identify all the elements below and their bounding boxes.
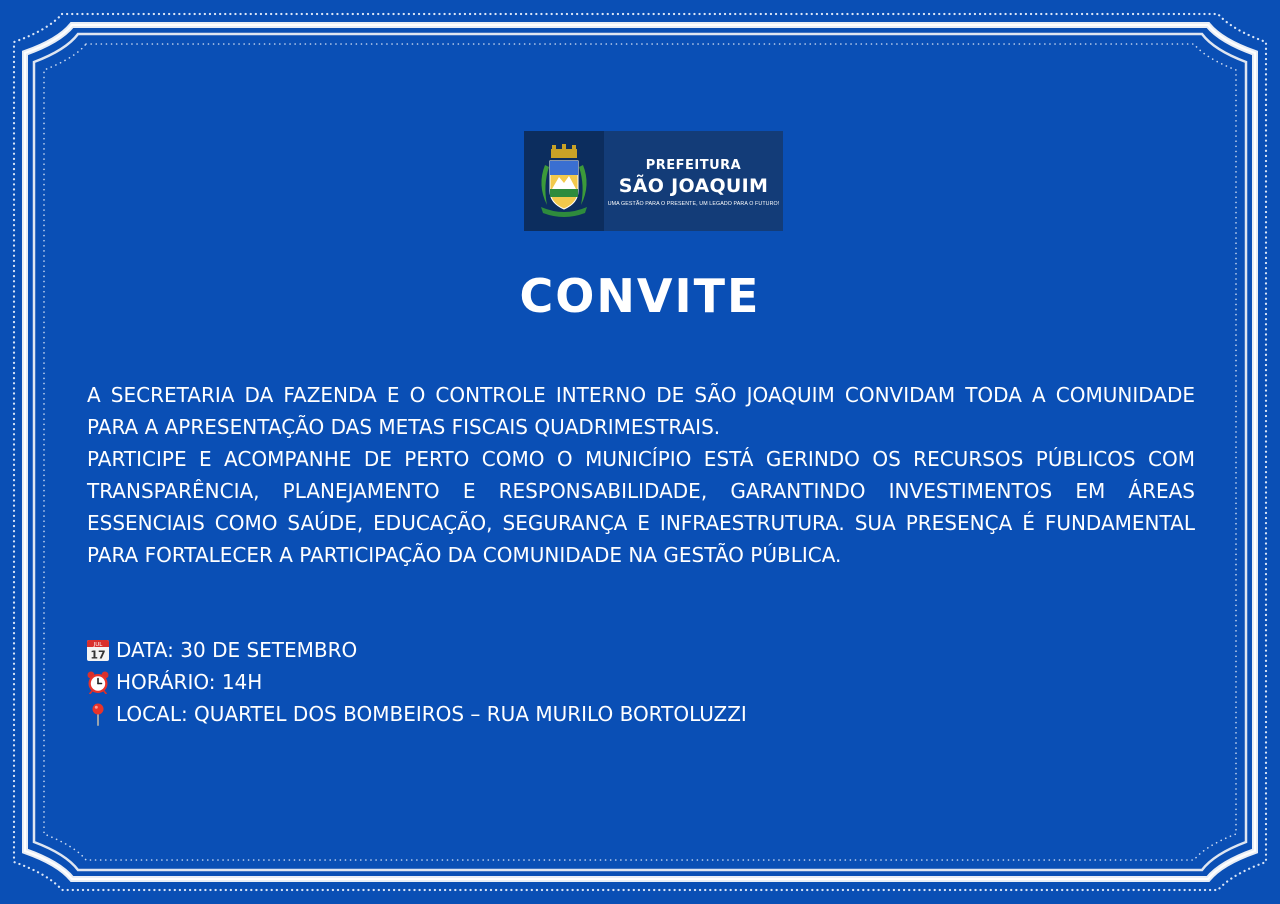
logo-tagline: UMA GESTÃO PARA O PRESENTE, UM LEGADO PARA O FUTURO! bbox=[607, 200, 780, 207]
calendar-icon bbox=[86, 638, 110, 662]
calendar-month: JUL bbox=[93, 642, 103, 648]
location-text: LOCAL: QUARTEL DOS BOMBEIROS – RUA MURILO BORTOLUZZI bbox=[116, 702, 747, 726]
map-pin-icon bbox=[86, 702, 110, 726]
intro-paragraph: A SECRETARIA DA FAZENDA E O CONTROLE INTERNO DE SÃO JOAQUIM CONVIDAM TODA A COMUNIDADE PARA A APRESENTAÇÃO DAS METAS FISCAIS QUADRIMESTRAIS. bbox=[87, 383, 1195, 439]
alarm-clock-icon bbox=[86, 670, 110, 694]
logo-text bbox=[604, 131, 783, 231]
invitation-title: CONVITE bbox=[519, 269, 761, 323]
city-coat-of-arms-icon bbox=[535, 143, 593, 219]
time-row bbox=[86, 666, 747, 698]
crest-container bbox=[524, 131, 604, 231]
time-text: HORÁRIO: 14H bbox=[116, 670, 263, 694]
event-details bbox=[86, 634, 747, 730]
logo-city-name: SÃO JOAQUIM bbox=[618, 174, 769, 197]
date-row bbox=[86, 634, 747, 666]
calendar-day: 17 bbox=[90, 648, 106, 662]
city-hall-logo bbox=[524, 131, 783, 231]
invitation-body bbox=[87, 379, 1195, 571]
logo-prefeitura: PREFEITURA bbox=[645, 157, 742, 173]
location-row bbox=[86, 698, 747, 730]
date-text: DATA: 30 DE SETEMBRO bbox=[116, 638, 358, 662]
details-paragraph: PARTICIPE E ACOMPANHE DE PERTO COMO O MUNICÍPIO ESTÁ GERINDO OS RECURSOS PÚBLICOS COM TRANSPARÊNCIA, PLANEJAMENTO E RESPONSABILIDADE, GARANTINDO INVESTIMENTOS EM ÁREAS ESSENCIAIS COMO SAÚDE, EDUCAÇÃO, SEGURANÇA E INFRAESTRUTURA. SUA PRESENÇA É FUNDAMENTAL PARA FORTALECER A PARTICIPAÇÃO DA COMUNIDADE NA GESTÃO PÚBLICA. bbox=[87, 447, 1195, 567]
